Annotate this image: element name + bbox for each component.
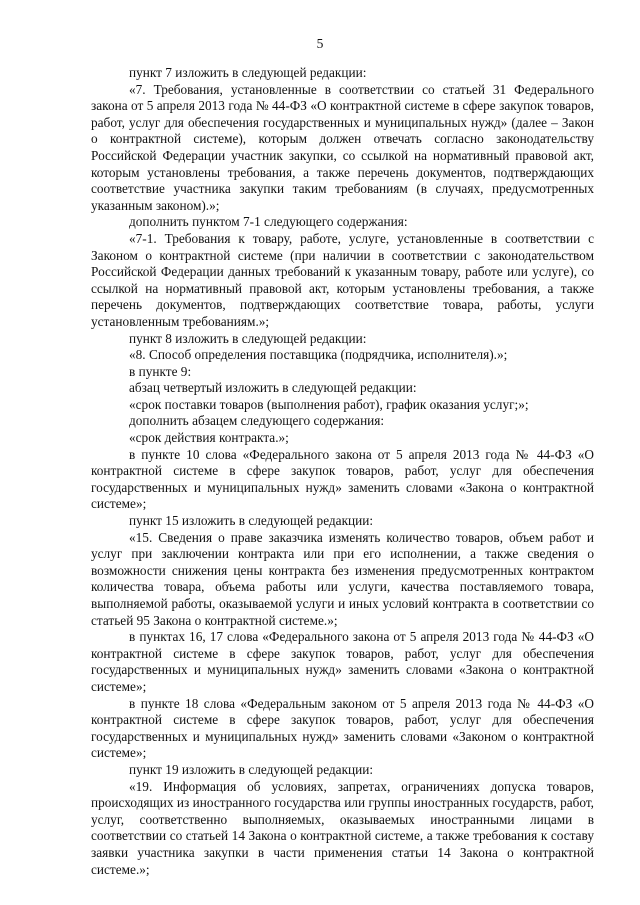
paragraph-17: пункт 19 изложить в следующей редакции: [129,761,374,777]
paragraph-18: «19. Информация об условиях, запретах, ограничениях допуска товаров, происходящих из иностранного государства или группы иностранных государств, работ, услуг, соответственно выполняемых, оказываемых иностранными лицами в соответствии со статьей 14 Закона о контрактной системе, а также требования к составу заявки участника закупки в части применения статьи 14 Закона о контрактной системе.»; [91,778,594,877]
page-number: 5 [316,36,324,51]
paragraph-10: дополнить абзацем следующего содержания: [129,413,385,429]
paragraph-1: пункт 7 изложить в следующей редакции: [129,65,367,80]
paragraph-2: «7. Требования, установленные в соответствии со статьей 31 Федерального закона от 5 апреля 2013 года № 44-ФЗ «О контрактной системе в сфере закупок товаров, работ, услуг для обеспечения государственных и муниципальных нужд» (далее – Закон о контрактной системе), которым должен отвечать согласно законодательству Российской Федерации участник закупки, со ссылкой на нормативный правовой акт, которым установлены требования, а также перечень документов, подтверждающих соответствие участника закупки таким требованиям (в случаях, предусмотренных указанным законом).»; [91,81,594,213]
paragraph-9: «срок поставки товаров (выполнения работ), график оказания услуг;»; [129,396,529,412]
document-body [91,65,594,878]
paragraph-15: в пунктах 16, 17 слова «Федерального закона от 5 апреля 2013 года № 44-ФЗ «О контрактной системе в сфере закупок товаров, работ, услуг для обеспечения государственных и муниципальных нужд» заменить словами «Закона о контрактной системе»; [91,629,594,694]
paragraph-3: дополнить пунктом 7-1 следующего содержания: [129,214,408,230]
paragraph-6: «8. Способ определения поставщика (подрядчика, исполнителя).»; [129,347,508,363]
paragraph-11: «срок действия контракта.»; [129,430,289,446]
paragraph-7: в пункте 9: [129,363,192,379]
paragraph-14: «15. Сведения о праве заказчика изменять количество товаров, объем работ и услуг при заключении контракта или при его исполнении, а также сведения о возможности снижения цены контракта без изменения предусмотренных контрактом количества товара, объема работы или услуги, качества поставляемого товара, выполняемой работы, оказываемой услуги и иных условий контракта в соответствии со статьей 95 Закона о контрактной системе.»; [91,529,594,628]
paragraph-12: в пункте 10 слова «Федерального закона от 5 апреля 2013 года № 44-ФЗ «О контрактной системе в сфере закупок товаров, работ, услуг для обеспечения государственных и муниципальных нужд» заменить словами «Закона о контрактной системе»; [91,446,594,512]
paragraph-5: пункт 8 изложить в следующей редакции: [129,330,367,346]
paragraph-8: абзац четвертый изложить в следующей редакции: [129,380,417,396]
paragraph-4: «7-1. Требования к товару, работе, услуге, установленные в соответствии с Законом о контрактной системе (при наличии в соответствии с законодательством Российской Федерации данных требований к указанным товару, работе или услуге), со ссылкой на нормативный правовой акт, которым установлены требования, а также перечень документов, подтверждающих соответствие товара, работы, услуги установленным требованиям.»; [91,230,594,329]
paragraph-13: пункт 15 изложить в следующей редакции: [129,513,374,529]
paragraph-16: в пункте 18 слова «Федеральным законом от 5 апреля 2013 года № 44-ФЗ «О контрактной системе в сфере закупок товаров, работ, услуг для обеспечения государственных и муниципальных нужд» заменить словами «Законом о контрактной системе»; [91,695,594,761]
